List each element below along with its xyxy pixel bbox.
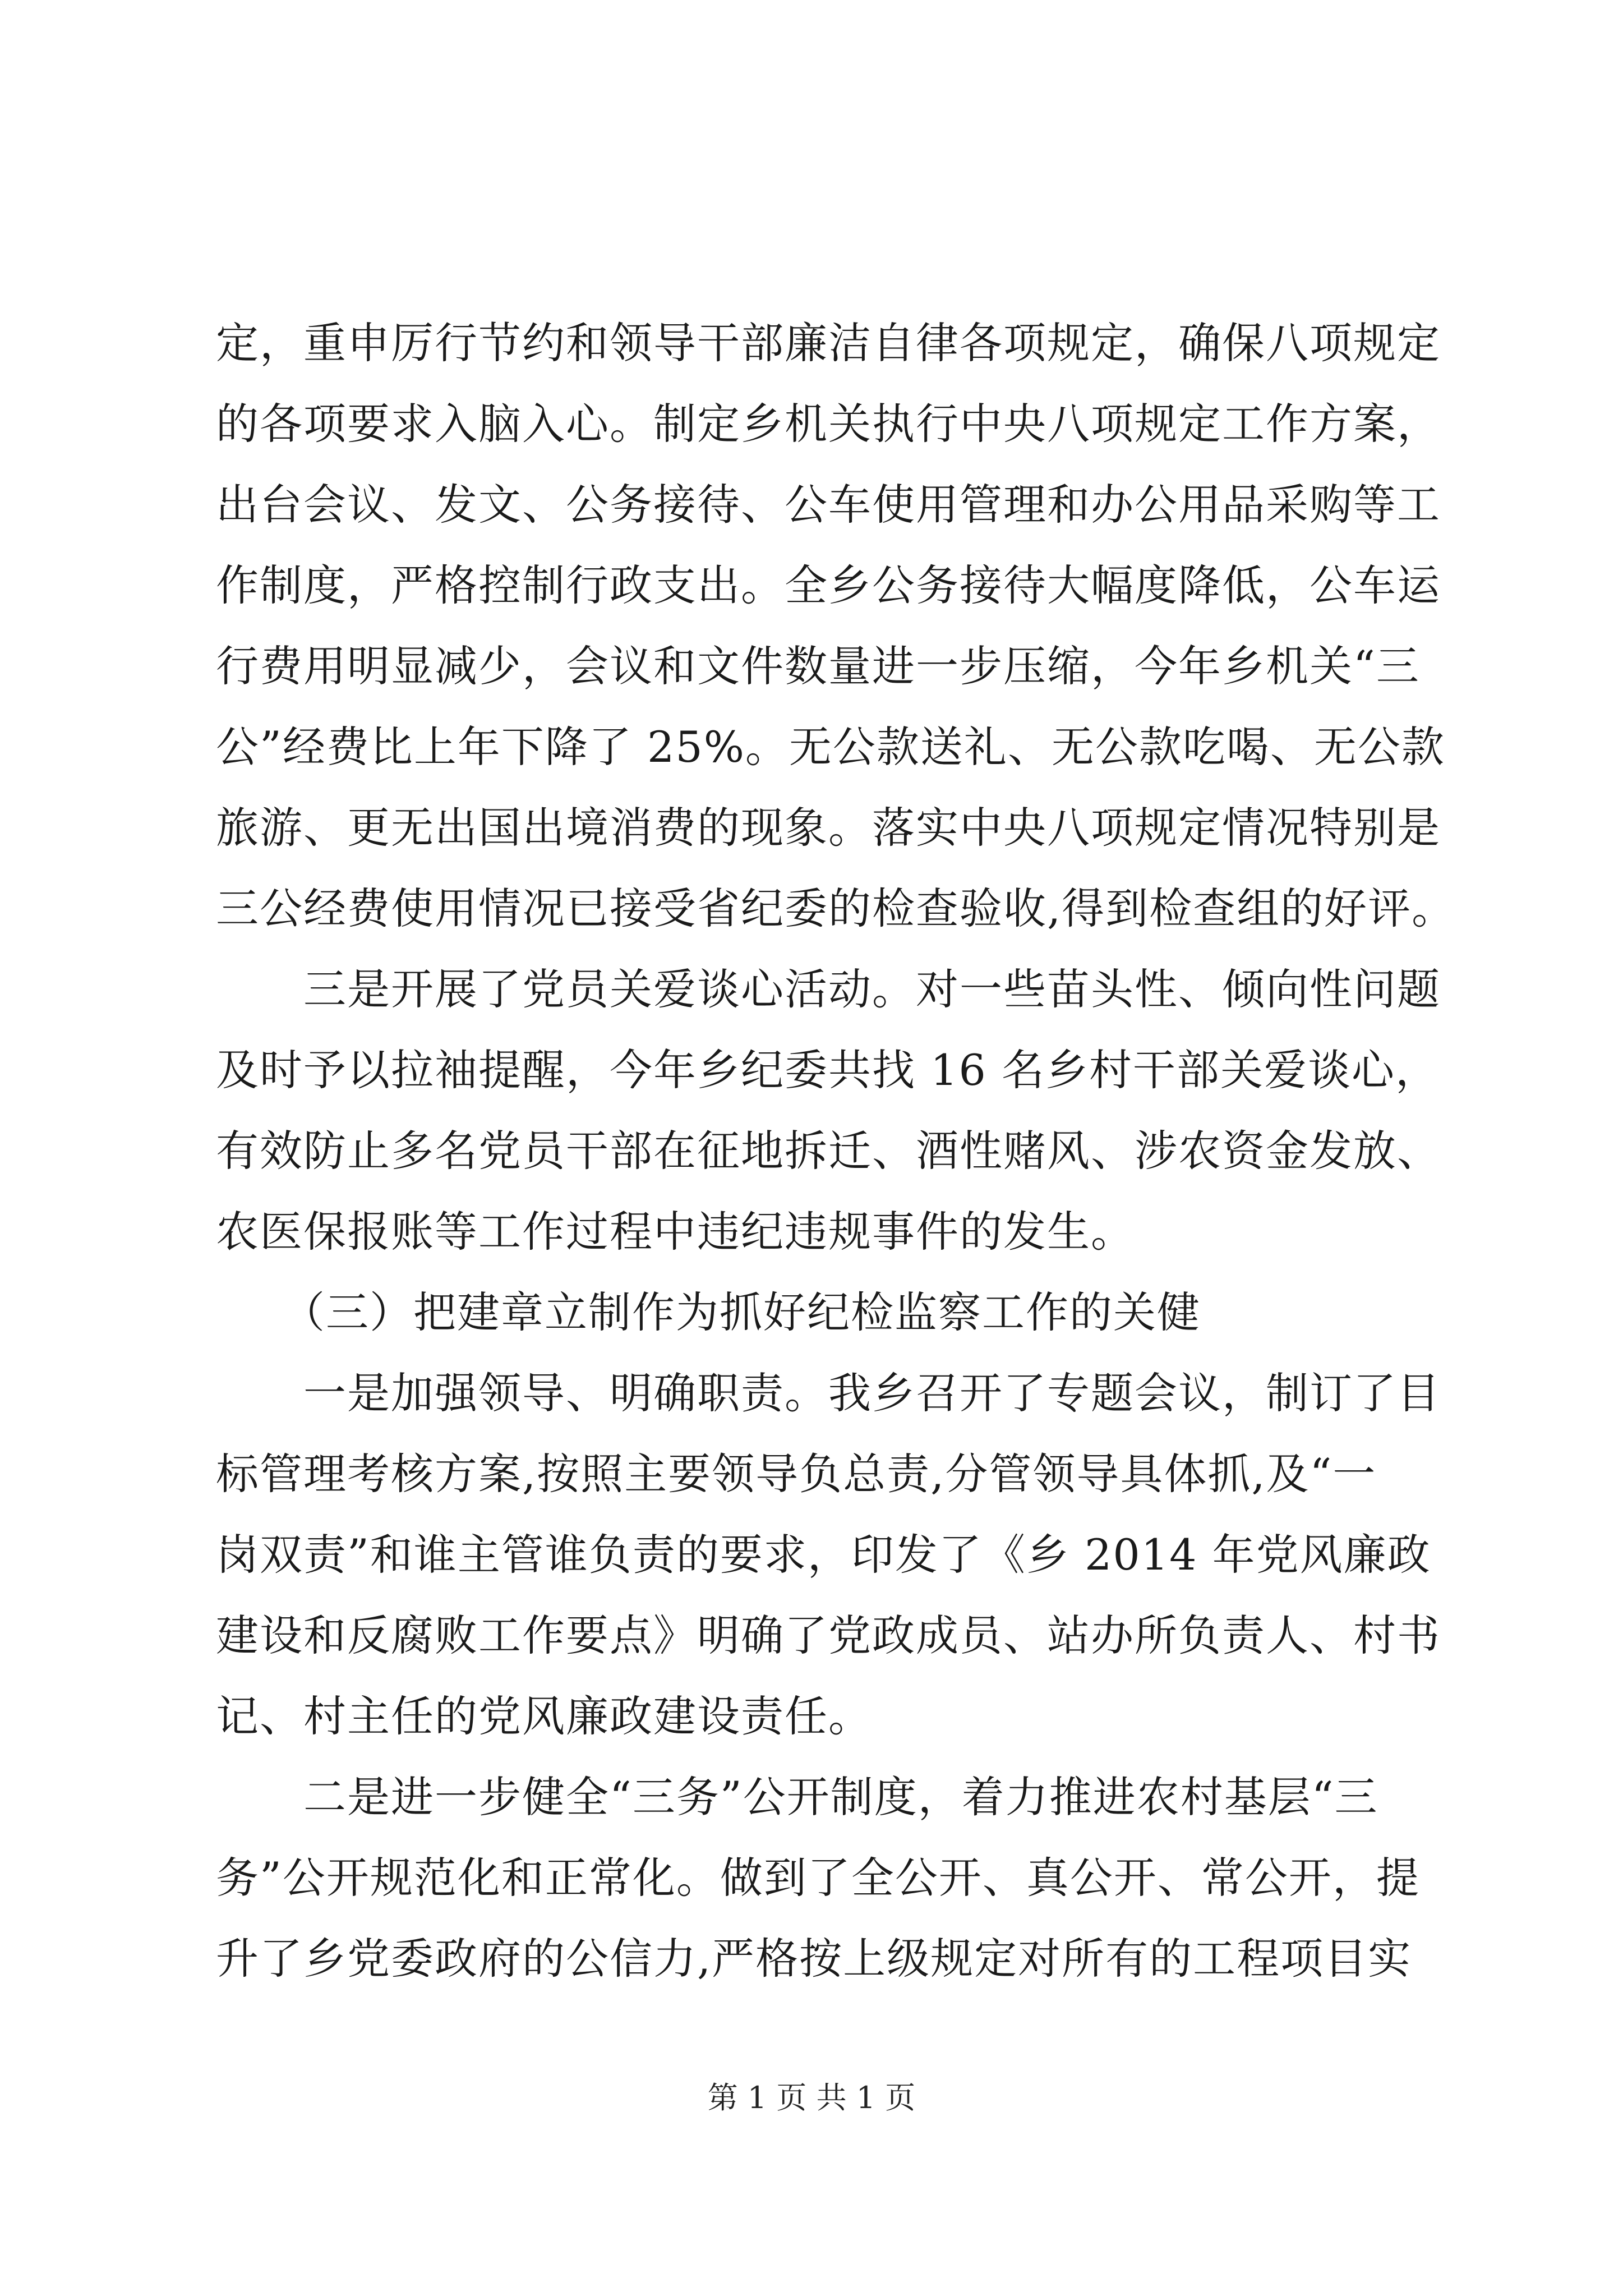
text-line: 标管理考核方案,按照主要领导负总责,分管领导具体抓,及“一: [216, 1449, 1377, 1499]
text-line: 公”经费比上年下降了 25%。无公款送礼、无公款吃喝、无公款: [216, 722, 1445, 772]
text-line: 及时予以拉袖提醒，今年乡纪委共找 16 名乡村干部关爱谈心，: [216, 1045, 1440, 1095]
text-line: 农医保报账等工作过程中违纪违规事件的发生。: [216, 1207, 1135, 1257]
text-line: 建设和反腐败工作要点》明确了党政成员、站办所负责人、村书: [216, 1611, 1441, 1660]
text-line: 三公经费使用情况已接受省纪委的检查验收,得到检查组的好评。: [216, 884, 1456, 933]
page-footer: [0, 2076, 1623, 2120]
text-line: 有效防止多名党员干部在征地拆迁、酒性赌风、涉农资金发放、: [216, 1126, 1441, 1176]
text-line: 二是进一步健全“三务”公开制度，着力推进农村基层“三: [216, 1772, 1378, 1822]
text-line: 定，重申厉行节约和领导干部廉洁自律各项规定，确保八项规定: [216, 318, 1441, 368]
text-line: 岗双责”和谁主管谁负责的要求，印发了《乡 2014 年党风廉政: [216, 1530, 1431, 1580]
text-line: 旅游、更无出国出境消费的现象。落实中央八项规定情况特别是: [216, 803, 1441, 853]
page-number-label: 第 1 页 共 1 页: [707, 2080, 916, 2115]
document-body: [216, 303, 1456, 1999]
text-line: 升了乡党委政府的公信力,严格按上级规定对所有的工程项目实: [216, 1934, 1412, 1984]
text-line: 的各项要求入脑入心。制定乡机关执行中央八项规定工作方案，: [216, 399, 1441, 449]
text-line: 行费用明显减少，会议和文件数量进一步压缩，今年乡机关“三: [216, 641, 1420, 691]
text-line: 一是加强领导、明确职责。我乡召开了专题会议，制订了目: [216, 1368, 1441, 1418]
text-line: 务”公开规范化和正常化。做到了全公开、真公开、常公开，提: [216, 1853, 1420, 1903]
text-line: 作制度，严格控制行政支出。全乡公务接待大幅度降低，公车运: [216, 560, 1441, 610]
text-line: 出台会议、发文、公务接待、公车使用管理和办公用品采购等工: [216, 480, 1441, 530]
text-line: 记、村主任的党风廉政建设责任。: [216, 1691, 872, 1741]
text-line: 三是开展了党员关爱谈心活动。对一些苗头性、倾向性问题: [216, 964, 1441, 1014]
section-heading: （三）把建章立制作为抓好纪检监察工作的关健: [216, 1287, 1201, 1337]
